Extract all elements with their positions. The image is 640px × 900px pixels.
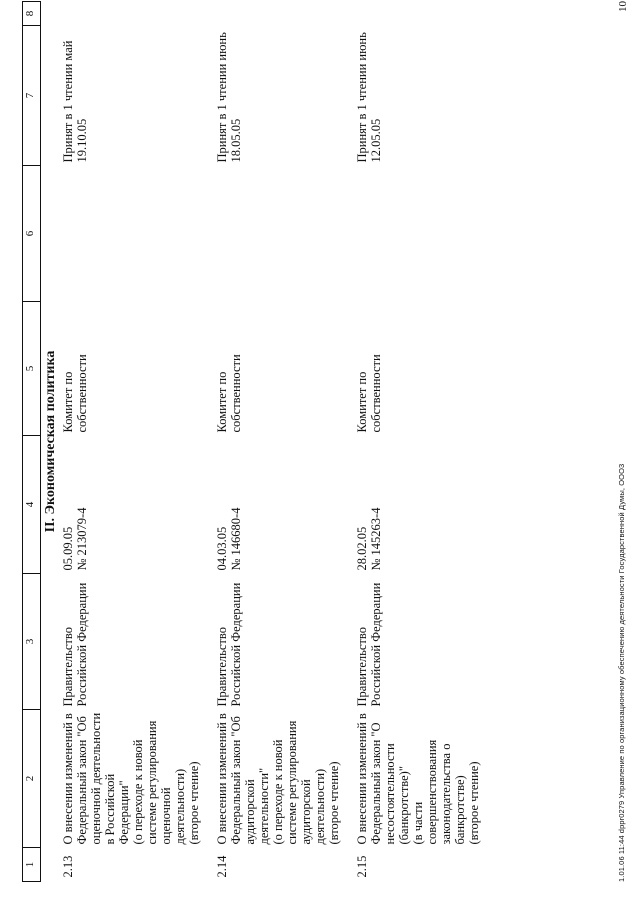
column-number-header <box>23 2 41 882</box>
row-number: 2.14 <box>215 855 229 878</box>
table-row <box>61 2 215 882</box>
row-number: 2.15 <box>355 855 369 878</box>
row-number: 2.13 <box>61 855 75 878</box>
col-header-5: 5 <box>23 302 41 436</box>
bill-title: О внесении изменений в Федеральный закон "Об аудиторской деятельности" (о переходе к новой системе регулирования аудиторской деятельности) (второе чтение) <box>215 713 341 845</box>
legislation-table <box>22 1 495 882</box>
column-8-cell <box>355 2 495 26</box>
page-footer: 1.01.06 11:44 dppr0279 Управление по организационному обеспечению деятельности Государственной Думы, ООО3 <box>617 463 626 882</box>
section-row <box>41 2 62 882</box>
date-number: 28.02.05 № 145263-4 <box>355 507 383 571</box>
reading-status: Принят в 1 чтении июнь 18.05.05 <box>215 32 243 163</box>
column-8-cell <box>215 2 355 26</box>
col-header-6: 6 <box>23 166 41 302</box>
col-header-8: 8 <box>23 2 41 26</box>
col-header-7: 7 <box>23 26 41 166</box>
column-6-cell <box>215 166 355 302</box>
section-title: II. Экономическая политика <box>43 350 58 533</box>
page-number: 10 <box>617 1 629 12</box>
col-header-2: 2 <box>23 710 41 848</box>
date-number: 04.03.05 № 146680-4 <box>215 507 243 571</box>
column-8-cell <box>61 2 215 26</box>
committee: Комитет по собственности <box>61 354 89 433</box>
table-row <box>355 2 495 882</box>
reading-status: Принят в 1 чтении июнь 12.05.05 <box>355 32 383 163</box>
bill-title: О внесении изменений в Федеральный закон "Об оценочной деятельности в Российской Федерации" (о переходе к новой системе регулирования оценочной деятельности) (второе чтение) <box>61 712 201 845</box>
col-header-4: 4 <box>23 436 41 574</box>
initiator: Правительство Российской Федерации <box>61 582 89 707</box>
reading-status: Принят в 1 чтении май 19.10.05 <box>61 40 89 163</box>
initiator: Правительство Российской Федерации <box>215 582 243 707</box>
col-header-1: 1 <box>23 848 41 882</box>
initiator: Правительство Российской Федерации <box>355 582 383 707</box>
column-6-cell <box>61 166 215 302</box>
col-header-3: 3 <box>23 574 41 710</box>
committee: Комитет по собственности <box>215 354 243 433</box>
column-6-cell <box>355 166 495 302</box>
date-number: 05.09.05 № 213079-4 <box>61 507 89 571</box>
bill-title: О внесении изменений в Федеральный закон "О несостоятельности (банкротстве)" (в части совершенствования законодательства о банкротстве) (второе чтение) <box>355 713 481 845</box>
committee: Комитет по собственности <box>355 354 383 433</box>
table-row <box>215 2 355 882</box>
